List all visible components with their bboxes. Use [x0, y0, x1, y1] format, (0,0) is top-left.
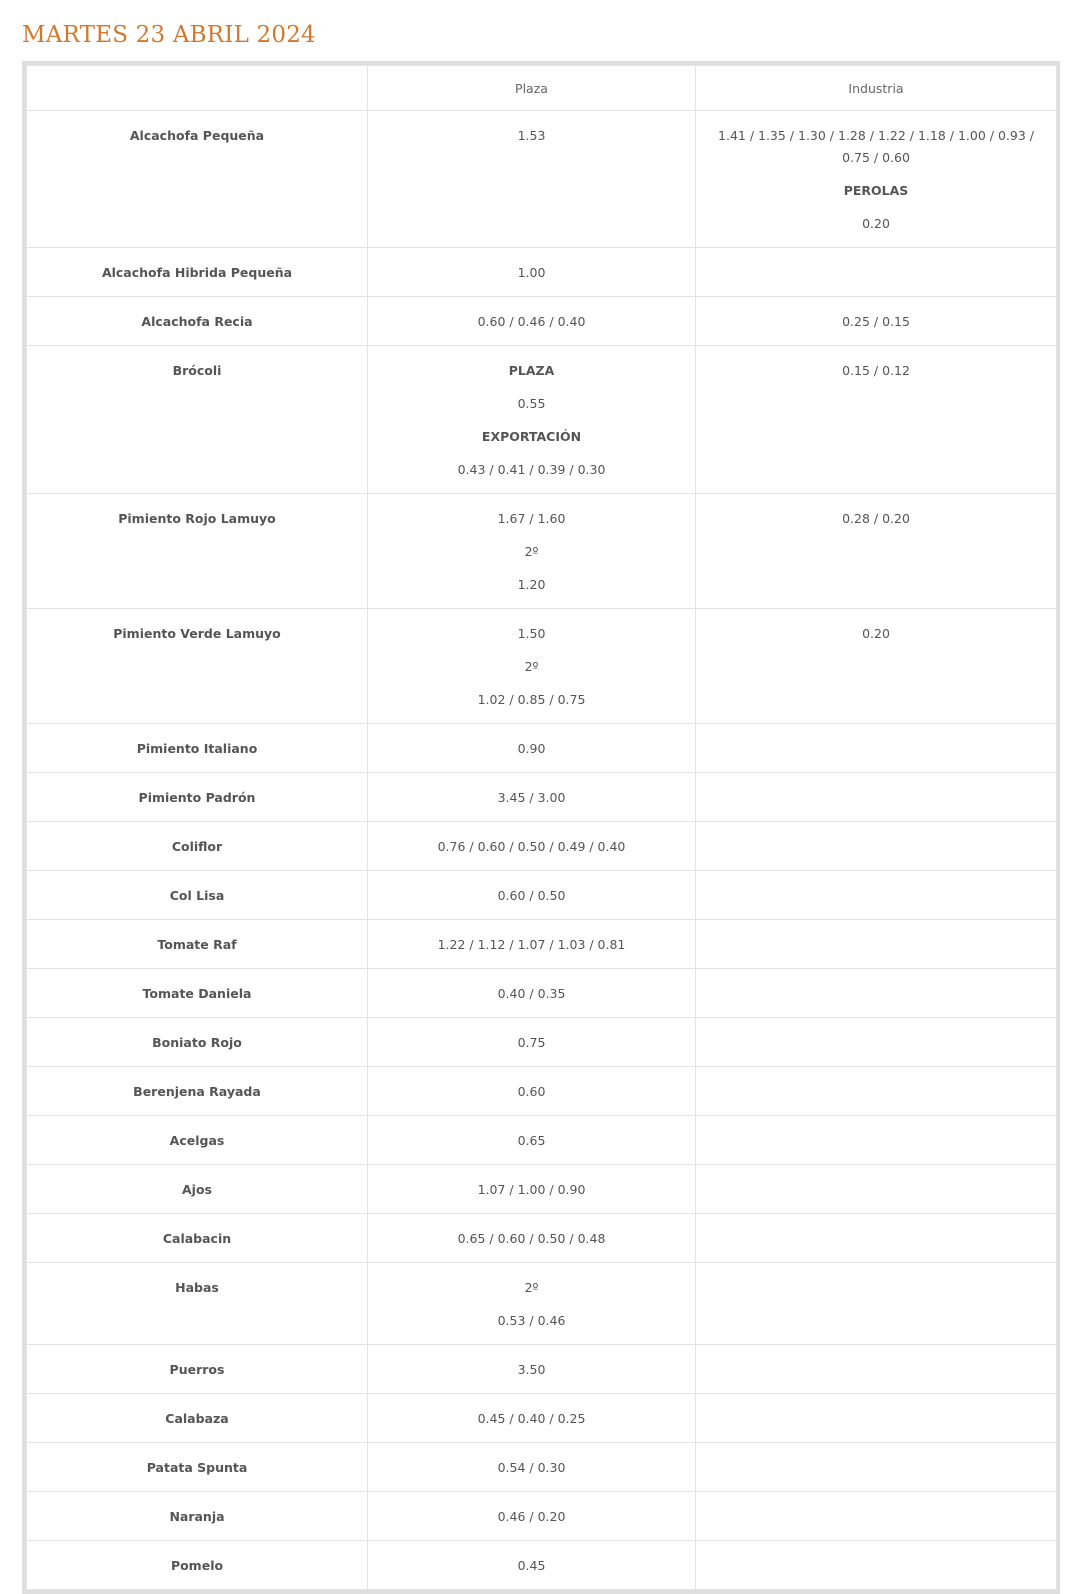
plaza-price: 3.45 / 3.00 [497, 790, 566, 805]
product-name: Pimiento Verde Lamuyo [27, 609, 368, 724]
industria-cell [696, 773, 1057, 822]
product-name: Calabacin [27, 1214, 368, 1263]
table-row [27, 1394, 1057, 1443]
industria-cell [696, 1345, 1057, 1394]
product-name: Tomate Raf [27, 920, 368, 969]
industria-cell [696, 494, 1057, 609]
header-row [27, 66, 1057, 111]
product-name: Pimiento Padrón [27, 773, 368, 822]
product-name: Boniato Rojo [27, 1018, 368, 1067]
table-row [27, 1116, 1057, 1165]
plaza-cell [368, 773, 696, 822]
plaza-cell [368, 1394, 696, 1443]
industria-cell [696, 724, 1057, 773]
product-name: Calabaza [27, 1394, 368, 1443]
table-row [27, 969, 1057, 1018]
plaza-price: 0.54 / 0.30 [497, 1460, 566, 1475]
table-row [27, 248, 1057, 297]
plaza-cell [368, 1541, 696, 1590]
industria-cell [696, 248, 1057, 297]
plaza-subheading: PLAZA [508, 363, 555, 378]
industria-cell [696, 1116, 1057, 1165]
industria-price: 0.15 / 0.12 [842, 363, 910, 378]
header-industria: Industria [696, 66, 1057, 111]
industria-cell [696, 1018, 1057, 1067]
product-name: Berenjena Rayada [27, 1067, 368, 1116]
plaza-cell [368, 1165, 696, 1214]
industria-price: 0.20 [862, 626, 890, 641]
plaza-cell [368, 346, 696, 494]
plaza-price: 0.60 [517, 1084, 546, 1099]
product-name: Ajos [27, 1165, 368, 1214]
plaza-price: 0.40 / 0.35 [497, 986, 566, 1001]
plaza-cell [368, 1443, 696, 1492]
plaza-cell [368, 248, 696, 297]
table-row [27, 609, 1057, 724]
header-product [27, 66, 368, 111]
industria-subheading: PEROLAS [843, 183, 909, 198]
product-name: Alcachofa Pequeña [27, 111, 368, 248]
table-row [27, 773, 1057, 822]
plaza-price: 0.45 [517, 1558, 546, 1573]
plaza-price: 0.43 / 0.41 / 0.39 / 0.30 [457, 462, 606, 477]
industria-cell [696, 969, 1057, 1018]
plaza-price: 2º [524, 659, 539, 674]
price-table [26, 65, 1057, 1590]
plaza-price: 1.67 / 1.60 [497, 511, 566, 526]
product-name: Naranja [27, 1492, 368, 1541]
plaza-cell [368, 494, 696, 609]
table-row [27, 1018, 1057, 1067]
industria-cell [696, 920, 1057, 969]
plaza-price: 2º [524, 1280, 539, 1295]
industria-cell [696, 1394, 1057, 1443]
table-row [27, 1263, 1057, 1345]
header-plaza: Plaza [368, 66, 696, 111]
plaza-cell [368, 920, 696, 969]
table-row [27, 724, 1057, 773]
plaza-price: 1.50 [517, 626, 546, 641]
table-row [27, 822, 1057, 871]
plaza-price: 0.76 / 0.60 / 0.50 / 0.49 / 0.40 [437, 839, 626, 854]
plaza-price: 2º [524, 544, 539, 559]
product-name: Alcachofa Hibrida Pequeña [27, 248, 368, 297]
product-name: Tomate Daniela [27, 969, 368, 1018]
plaza-price: 1.00 [517, 265, 546, 280]
plaza-cell [368, 297, 696, 346]
industria-cell [696, 1541, 1057, 1590]
industria-cell [696, 609, 1057, 724]
table-row [27, 346, 1057, 494]
product-name: Coliflor [27, 822, 368, 871]
plaza-price: 1.53 [517, 128, 546, 143]
plaza-cell [368, 724, 696, 773]
industria-cell [696, 1067, 1057, 1116]
plaza-cell [368, 1067, 696, 1116]
product-name: Pimiento Rojo Lamuyo [27, 494, 368, 609]
table-row [27, 297, 1057, 346]
plaza-price: 0.60 / 0.46 / 0.40 [477, 314, 586, 329]
industria-cell [696, 1165, 1057, 1214]
industria-cell [696, 822, 1057, 871]
industria-price: 0.20 [862, 216, 890, 231]
industria-cell [696, 1263, 1057, 1345]
product-name: Brócoli [27, 346, 368, 494]
product-name: Col Lisa [27, 871, 368, 920]
plaza-cell [368, 1214, 696, 1263]
table-row [27, 1541, 1057, 1590]
price-table-container [22, 61, 1060, 1594]
page-title: MARTES 23 ABRIL 2024 [22, 22, 316, 48]
industria-price: 0.25 / 0.15 [842, 314, 910, 329]
plaza-price: 1.22 / 1.12 / 1.07 / 1.03 / 0.81 [437, 937, 626, 952]
product-name: Habas [27, 1263, 368, 1345]
plaza-price: 0.46 / 0.20 [497, 1509, 566, 1524]
plaza-cell [368, 1263, 696, 1345]
table-row [27, 1067, 1057, 1116]
plaza-cell [368, 871, 696, 920]
industria-cell [696, 111, 1057, 248]
plaza-price: 1.02 / 0.85 / 0.75 [477, 692, 586, 707]
plaza-price: 0.90 [517, 741, 546, 756]
industria-price: 0.28 / 0.20 [842, 511, 910, 526]
plaza-price: 0.65 [517, 1133, 546, 1148]
product-name: Pomelo [27, 1541, 368, 1590]
plaza-price: 1.20 [517, 577, 546, 592]
industria-price: 1.41 / 1.35 / 1.30 / 1.28 / 1.22 / 1.18 / 1.00 / 0.93 / 0.75 / 0.60 [718, 128, 1034, 165]
plaza-subheading: EXPORTACIÓN [481, 429, 582, 444]
plaza-price: 1.07 / 1.00 / 0.90 [477, 1182, 586, 1197]
plaza-cell [368, 969, 696, 1018]
product-name: Pimiento Italiano [27, 724, 368, 773]
table-row [27, 1214, 1057, 1263]
product-name: Acelgas [27, 1116, 368, 1165]
plaza-cell [368, 1345, 696, 1394]
table-body [27, 111, 1057, 1590]
table-row [27, 1345, 1057, 1394]
plaza-cell [368, 1018, 696, 1067]
product-name: Puerros [27, 1345, 368, 1394]
plaza-price: 0.53 / 0.46 [497, 1313, 566, 1328]
table-row [27, 111, 1057, 248]
plaza-cell [368, 609, 696, 724]
plaza-cell [368, 111, 696, 248]
plaza-price: 3.50 [517, 1362, 546, 1377]
industria-cell [696, 297, 1057, 346]
table-row [27, 920, 1057, 969]
table-row [27, 494, 1057, 609]
plaza-price: 0.65 / 0.60 / 0.50 / 0.48 [457, 1231, 606, 1246]
plaza-cell [368, 1116, 696, 1165]
table-row [27, 871, 1057, 920]
product-name: Alcachofa Recia [27, 297, 368, 346]
product-name: Patata Spunta [27, 1443, 368, 1492]
industria-cell [696, 871, 1057, 920]
table-header [27, 66, 1057, 111]
table-row [27, 1165, 1057, 1214]
plaza-price: 0.75 [517, 1035, 546, 1050]
plaza-price: 0.60 / 0.50 [497, 888, 566, 903]
table-row [27, 1443, 1057, 1492]
industria-cell [696, 1443, 1057, 1492]
plaza-price: 0.55 [517, 396, 546, 411]
plaza-price: 0.45 / 0.40 / 0.25 [477, 1411, 586, 1426]
industria-cell [696, 1214, 1057, 1263]
industria-cell [696, 346, 1057, 494]
plaza-cell [368, 822, 696, 871]
